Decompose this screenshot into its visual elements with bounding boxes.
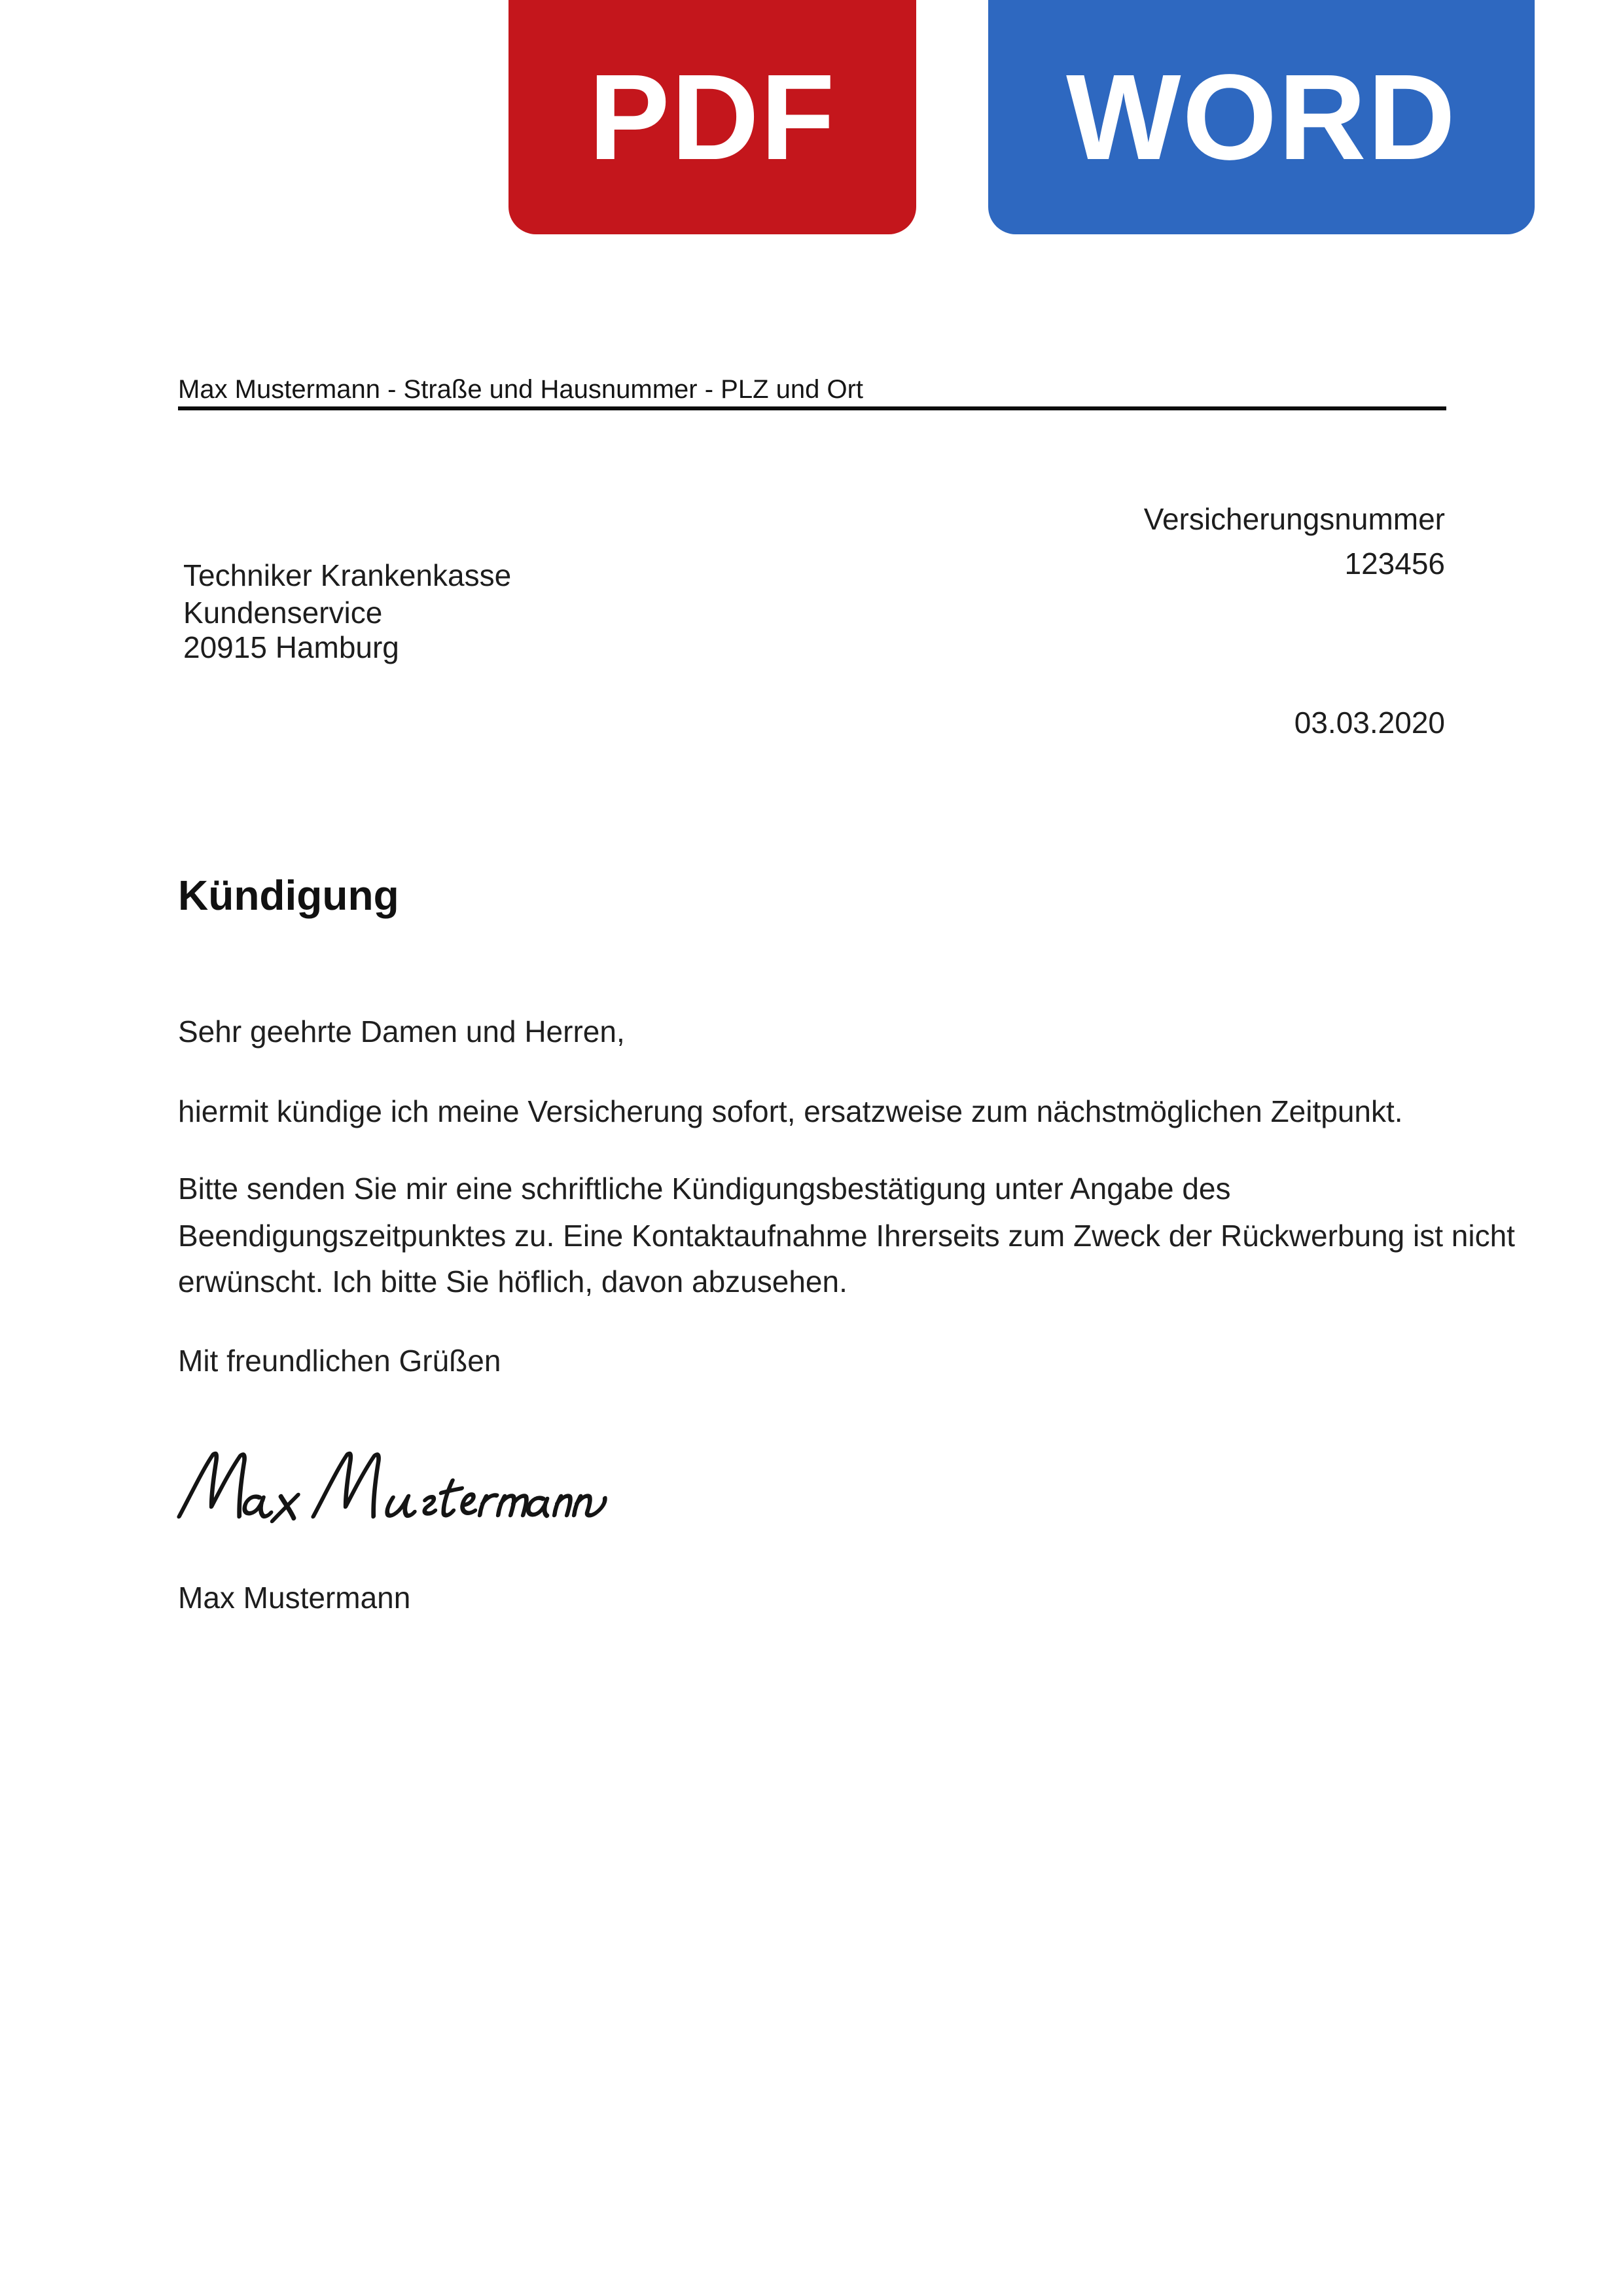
pdf-download-button[interactable] xyxy=(508,0,916,234)
word-download-button[interactable] xyxy=(988,0,1535,234)
body-paragraph-2-line-2: Beendigungszeitpunktes zu. Eine Kontaktaufnahme Ihrerseits zum Zweck der Rückwerbung ist nicht xyxy=(178,1219,1515,1253)
letter-subject: Kündigung xyxy=(178,872,399,919)
signature-strokes xyxy=(171,1448,616,1546)
printed-name: Max Mustermann xyxy=(178,1581,411,1615)
insurance-number-value: 123456 xyxy=(1344,547,1445,581)
sender-line: Max Mustermann - Straße und Hausnummer - PLZ und Ort xyxy=(178,375,864,404)
recipient-department: Kundenservice xyxy=(183,596,383,630)
handwritten-signature xyxy=(171,1448,616,1546)
sender-divider xyxy=(178,406,1446,410)
body-paragraph-2-line-3: erwünscht. Ich bitte Sie höflich, davon abzusehen. xyxy=(178,1265,847,1299)
recipient-name: Techniker Krankenkasse xyxy=(183,558,512,592)
salutation: Sehr geehrte Damen und Herren, xyxy=(178,1014,625,1049)
body-paragraph-2-line-1: Bitte senden Sie mir eine schriftliche Kündigungsbestätigung unter Angabe des xyxy=(178,1172,1231,1206)
recipient-city: 20915 Hamburg xyxy=(183,630,399,664)
pdf-button-label: PDF xyxy=(588,49,836,185)
letter-date: 03.03.2020 xyxy=(1294,706,1445,740)
word-button-label: WORD xyxy=(1066,49,1457,185)
body-paragraph-1: hiermit kündige ich meine Versicherung sofort, ersatzweise zum nächstmöglichen Zeitpunkt. xyxy=(178,1094,1403,1128)
insurance-number-label: Versicherungsnummer xyxy=(1143,502,1445,536)
closing-phrase: Mit freundlichen Grüßen xyxy=(178,1344,501,1378)
